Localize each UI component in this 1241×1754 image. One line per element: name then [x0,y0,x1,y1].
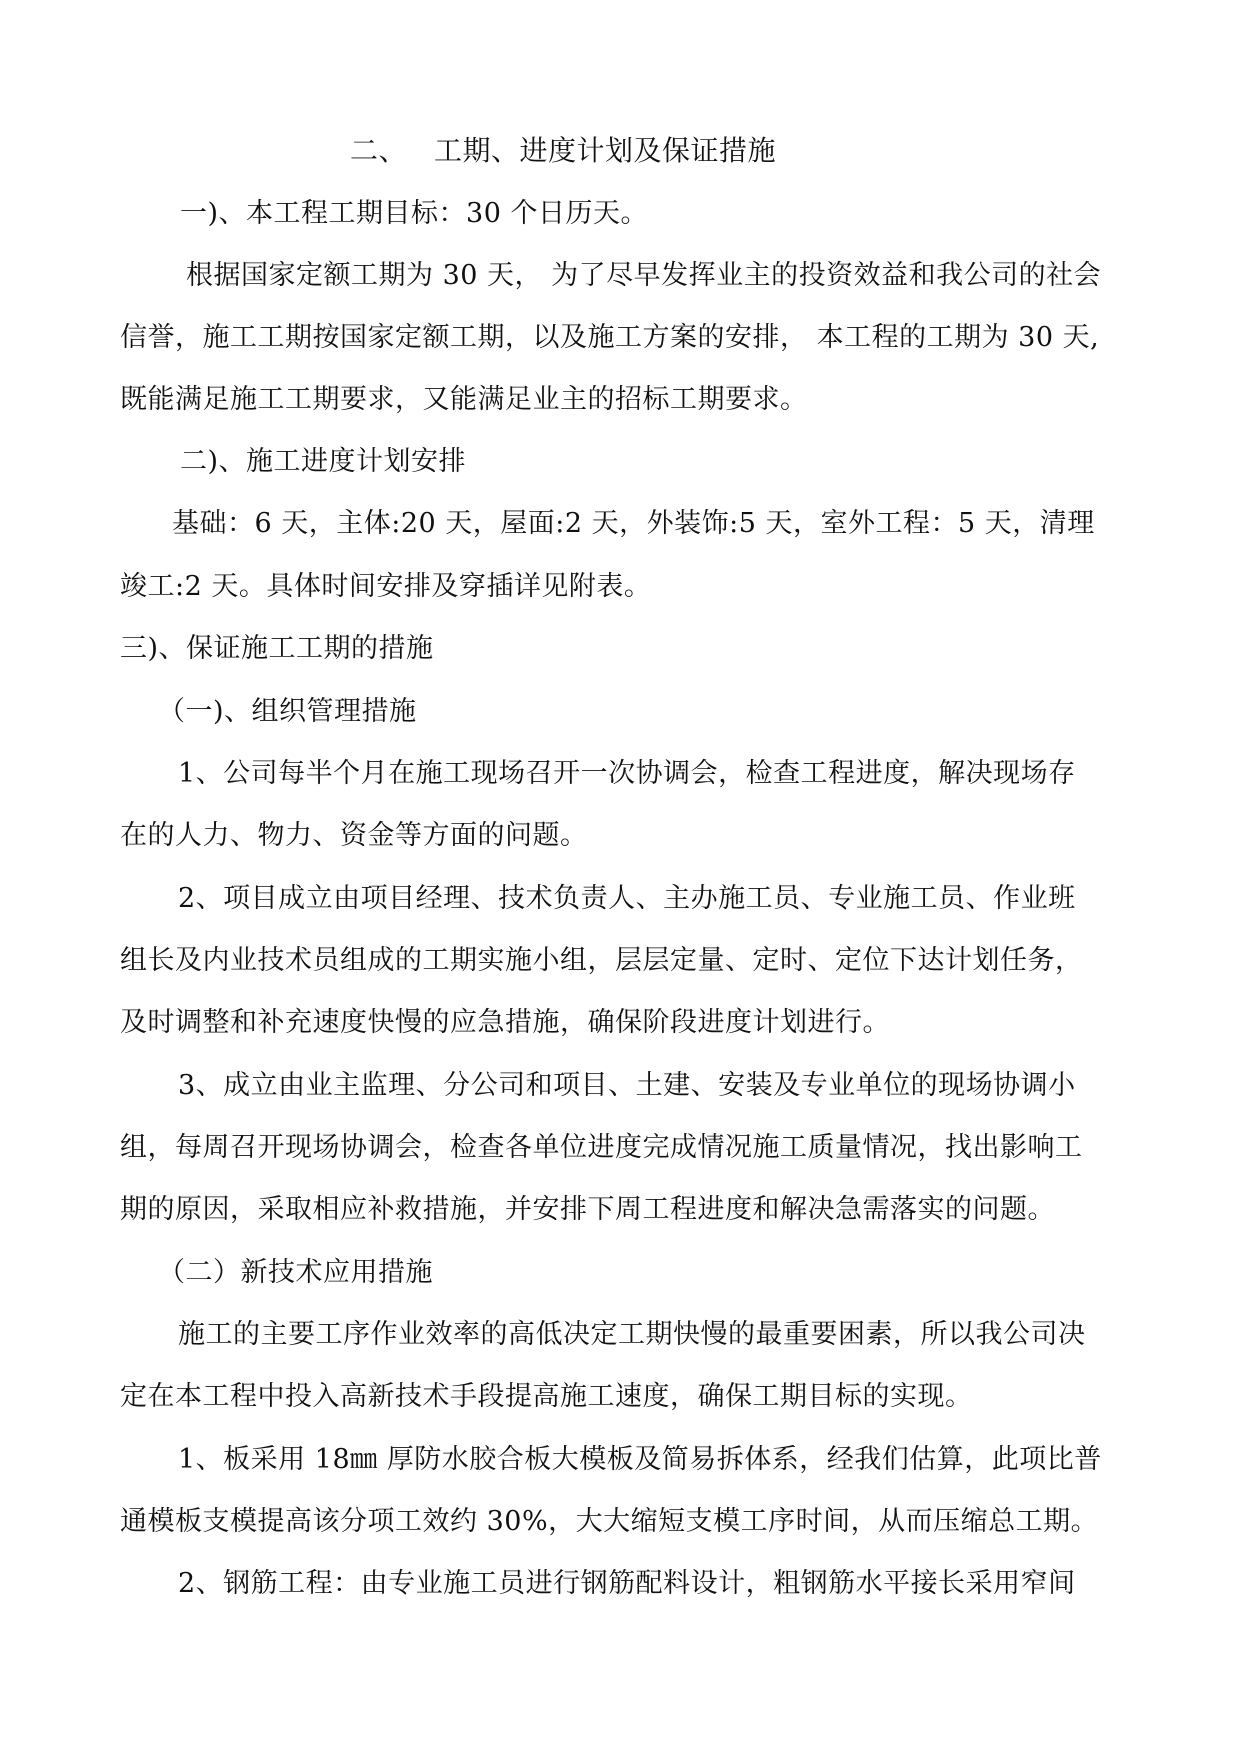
paragraph-line: 信誉，施工工期按国家定额工期，以及施工方案的安排， 本工程的工期为 30 天, [120,322,1100,353]
subheading-schedule-measures: 三)、保证施工工期的措施 [120,633,434,664]
list-item-line: 及时调整和补充速度快慢的应急措施，确保阶段进度计划进行。 [120,1007,890,1038]
list-item-line: 1、公司每半个月在施工现场召开一次协调会，检查工程进度，解决现场存 [178,758,1076,789]
list-item-line: 期的原因，采取相应补救措施，并安排下周工程进度和解决急需落实的问题。 [120,1194,1055,1225]
section-title: 工期、进度计划及保证措施 [434,134,777,167]
list-item-line: 组长及内业技术员组成的工期实施小组，层层定量、定时、定位下达计划任务， [120,945,1083,976]
subheading-organization-measures: （一)、组织管理措施 [158,696,417,727]
subheading-progress-plan: 二)、施工进度计划安排 [180,446,467,477]
list-item-line: 3、成立由业主监理、分公司和项目、土建、安装及专业单位的现场协调小 [178,1070,1076,1101]
list-item-line: 2、钢筋工程：由专业施工员进行钢筋配料设计，粗钢筋水平接长采用窄间 [178,1568,1076,1599]
paragraph-line: 根据国家定额工期为 30 天， 为了尽早发挥业主的投资效益和我公司的社会 [186,260,1102,291]
paragraph-line: 基础：6 天，主体:20 天，屋面:2 天，外装饰:5 天，室外工程：5 天，清理 [172,508,1095,539]
section-title-number: 二、 [350,134,408,167]
subheading-new-technology-measures: （二）新技术应用措施 [158,1257,433,1288]
paragraph-line: 施工的主要工序作业效率的高低决定工期快慢的最重要困素，所以我公司决 [178,1319,1086,1350]
subheading-schedule-target: 一)、本工程工期目标：30 个日历天。 [180,198,648,229]
paragraph-line: 既能满足施工工期要求，又能满足业主的招标工期要求。 [120,384,808,415]
list-item-line: 1、板采用 18㎜ 厚防水胶合板大模板及简易拆体系，经我们估算，此项比普 [178,1444,1102,1475]
list-item-line: 在的人力、物力、资金等方面的问题。 [120,820,588,851]
paragraph-line: 定在本工程中投入高新技术手段提高施工速度，确保工期目标的实现。 [120,1381,973,1412]
paragraph-line: 竣工:2 天。具体时间安排及穿插详见附表。 [120,571,652,602]
list-item-line: 2、项目成立由项目经理、技术负责人、主办施工员、专业施工员、作业班 [178,883,1076,914]
list-item-line: 通模板支模提高该分项工效约 30%，大大缩短支模工序时间，从而压缩总工期。 [120,1506,1099,1537]
list-item-line: 组，每周召开现场协调会，检查各单位进度完成情况施工质量情况，找出影响工 [120,1132,1083,1163]
